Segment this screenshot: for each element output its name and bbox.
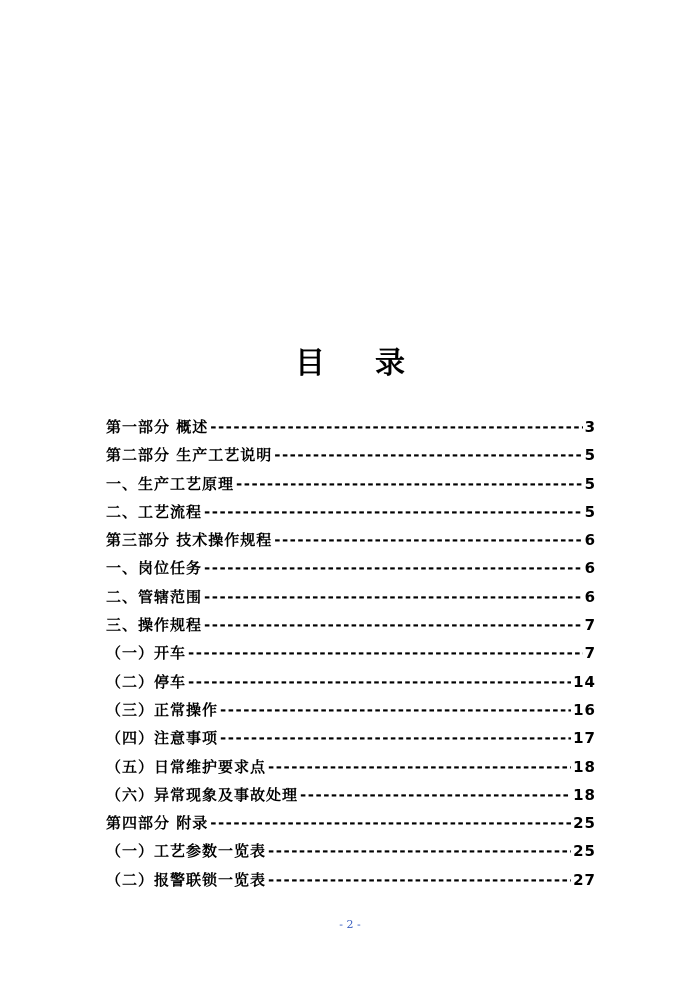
toc-entry-label: （二）停车: [106, 672, 187, 691]
toc-entry-label: 二、工艺流程: [106, 502, 203, 521]
toc-entry[interactable]: [106, 784, 596, 812]
toc-entry[interactable]: [106, 727, 596, 755]
toc-entry[interactable]: [106, 614, 596, 642]
toc-heading-char-2: 录: [375, 346, 405, 381]
toc-entry-label: 三、操作规程: [106, 616, 203, 635]
toc-entry[interactable]: [106, 869, 596, 897]
toc-entry-label: 第一部分 概述: [106, 418, 209, 436]
toc-dot-leader: [188, 644, 583, 662]
toc-dot-leader: [268, 871, 571, 889]
toc-entry-label: 一、岗位任务: [106, 559, 203, 578]
toc-heading-char-1: 目: [295, 346, 325, 381]
toc-entry[interactable]: [106, 756, 596, 784]
toc-entry[interactable]: [106, 642, 596, 670]
toc-dot-leader: [204, 616, 583, 634]
toc-entry-page: 7: [584, 616, 596, 635]
toc-heading: [0, 338, 700, 382]
toc-entry-label: 第二部分 生产工艺说明: [106, 446, 273, 465]
toc-dot-leader: [268, 758, 571, 776]
toc-entry-page: 25: [573, 842, 596, 861]
toc-entry-page: 3: [584, 418, 596, 436]
toc-entry[interactable]: [106, 840, 596, 868]
toc-dot-leader: [204, 588, 583, 606]
toc-entry[interactable]: [106, 473, 596, 501]
toc-entry-page: 5: [584, 446, 596, 465]
toc-entry-page: 5: [584, 502, 596, 521]
toc-entry[interactable]: [106, 444, 596, 472]
toc-entry-label: （一）开车: [106, 644, 187, 663]
toc-entry[interactable]: [106, 557, 596, 585]
toc-entry-page: 18: [573, 757, 596, 776]
toc-dot-leader: [220, 729, 571, 747]
toc-entry-page: 14: [573, 672, 596, 691]
toc-entry[interactable]: [106, 812, 596, 840]
toc-dot-leader: [268, 842, 571, 860]
toc-entry-label: 第三部分 技术操作规程: [106, 531, 273, 550]
toc-dot-leader: [220, 701, 571, 719]
toc-dot-leader: [274, 446, 582, 464]
toc-dot-leader: [274, 531, 582, 549]
toc-dot-leader: [236, 475, 583, 493]
toc-entry-page: 6: [584, 559, 596, 578]
toc-entry-label: （五）日常维护要求点: [106, 757, 267, 776]
toc-list: [106, 416, 596, 897]
toc-entry[interactable]: [106, 699, 596, 727]
toc-entry[interactable]: [106, 586, 596, 614]
toc-entry-page: 6: [584, 531, 596, 550]
toc-dot-leader: [210, 418, 582, 436]
toc-dot-leader: [204, 559, 583, 577]
page-number-footer: - 2 -: [339, 918, 361, 931]
toc-entry-label: （一）工艺参数一览表: [106, 842, 267, 861]
toc-entry[interactable]: [106, 529, 596, 557]
toc-entry-label: （三）正常操作: [106, 700, 219, 719]
toc-entry-label: 一、生产工艺原理: [106, 474, 235, 493]
toc-entry-page: 5: [584, 474, 596, 493]
toc-entry[interactable]: [106, 416, 596, 444]
toc-entry-page: 6: [584, 587, 596, 606]
toc-entry-page: 18: [573, 785, 596, 804]
toc-entry-label: （四）注意事项: [106, 729, 219, 748]
toc-entry-label: 二、管辖范围: [106, 587, 203, 606]
toc-entry-page: 17: [573, 729, 596, 748]
toc-entry[interactable]: [106, 671, 596, 699]
toc-entry-label: （六）异常现象及事故处理: [106, 785, 299, 804]
toc-dot-leader: [188, 673, 571, 691]
toc-entry-page: 16: [573, 700, 596, 719]
toc-entry-page: 27: [573, 870, 596, 889]
toc-entry[interactable]: [106, 501, 596, 529]
toc-dot-leader: [204, 503, 583, 521]
toc-entry-page: 7: [584, 644, 596, 663]
toc-dot-leader: [300, 786, 571, 804]
toc-entry-label: 第四部分 附录: [106, 814, 209, 833]
toc-dot-leader: [210, 814, 571, 832]
toc-entry-label: （二）报警联锁一览表: [106, 870, 267, 889]
toc-entry-page: 25: [573, 814, 596, 833]
